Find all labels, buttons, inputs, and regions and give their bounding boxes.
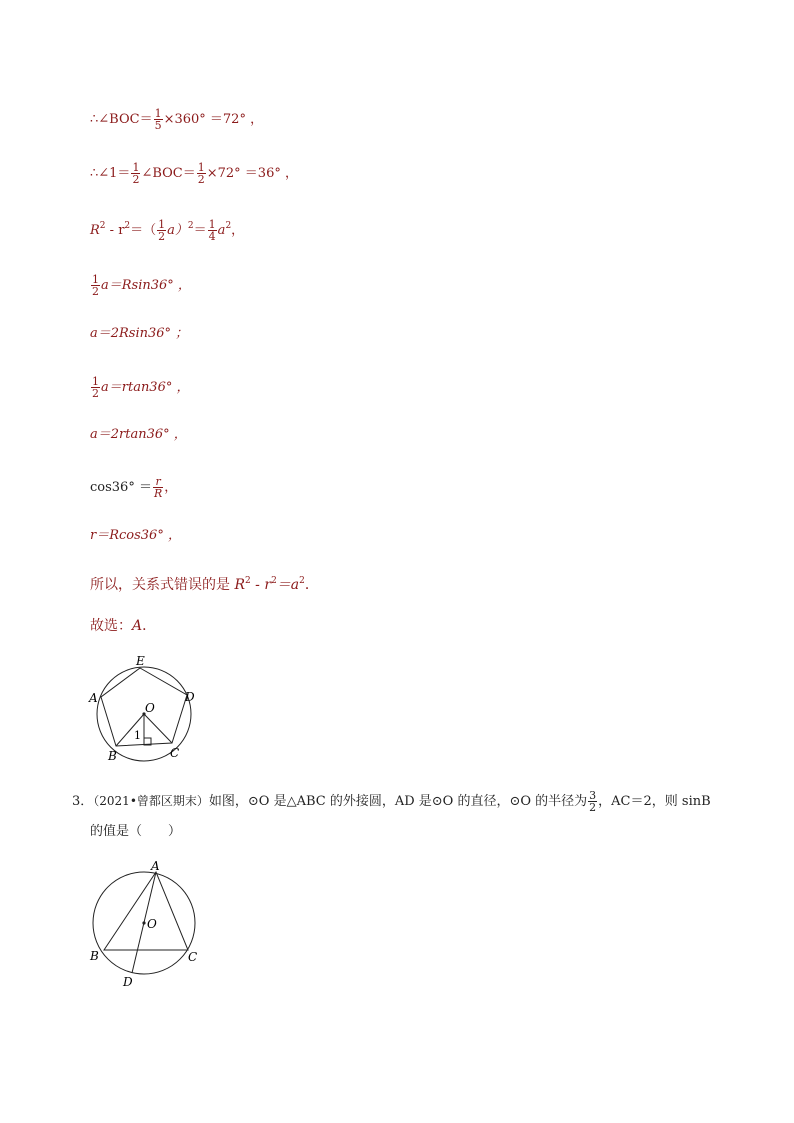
circle-triangle-figure [84,858,210,990]
step-line-7: a＝2rtan36° ， [90,427,187,442]
step-line-3: $R^2 - r^2=$（ $\frac{1}{2}$ a）$^2$＝ $\frac{1}{4}$ $a^2$， [90,218,245,243]
step-line-9: r＝Rcos36° ， [90,528,181,543]
label-b: B [108,749,117,763]
label-a: A [89,691,98,705]
step-line-1: ∴∠BOC＝ $\frac{1}{5}$ ×360° ＝72° ， [90,107,264,132]
fraction: $\frac{1}{2}$ [132,161,140,186]
step-line-4: $\frac{1}{2}$ a＝Rsin36° ， [92,273,191,298]
label-d: D [123,975,133,989]
triangle-abc [104,872,188,950]
pentagon-figure [84,650,204,765]
fraction: $\frac{1}{2}$ [92,375,99,400]
label-o: O [147,917,157,931]
label-o: O [145,701,155,715]
fraction: $\frac{1}{5}$ [154,107,162,132]
step-line-5: a＝2Rsin36° ； [90,326,189,341]
fraction: $\frac{3}{2}$ [589,789,597,814]
fraction: $\frac{1}{2}$ [197,161,205,186]
step-line-8: cos36° ＝ $\frac{r}{R}$ ， [90,475,178,500]
label-c: C [170,746,180,760]
label-d: D [185,690,195,704]
label-c: C [188,950,198,964]
fraction: $\frac{r}{R}$ [153,475,163,500]
question-3-line-2: 的值是（ ） [90,824,182,839]
step-line-2: ∴∠1＝ $\frac{1}{2}$ ∠BOC＝ $\frac{1}{2}$ ×72° ＝36° ， [90,161,298,186]
fraction: $\frac{1}{2}$ [158,218,166,243]
label-a: A [151,859,160,873]
segment-oc [144,714,172,743]
label-1: 1 [134,729,141,742]
fraction: $\frac{1}{4}$ [208,218,216,243]
question-3-line-1: 3．（2021•曾都区期末）如图，⊙O 是△ABC 的外接圆，AD 是⊙O 的直径，⊙O 的半径为 $\frac{3}{2}$ ，AC＝2，则 sinB [72,789,711,814]
answer-line: 故选：A． [90,618,157,634]
step-line-6: $\frac{1}{2}$ a＝rtan36° ， [92,375,190,400]
question-source: （2021•曾都区期末） [93,794,209,808]
label-b: B [90,949,99,963]
conclusion-line: 所以，关系式错误的是 $R^2 - r^2=a^2$． [90,576,319,593]
center-dot [142,921,145,924]
fraction: $\frac{1}{2}$ [92,273,99,298]
label-e: E [136,654,145,668]
